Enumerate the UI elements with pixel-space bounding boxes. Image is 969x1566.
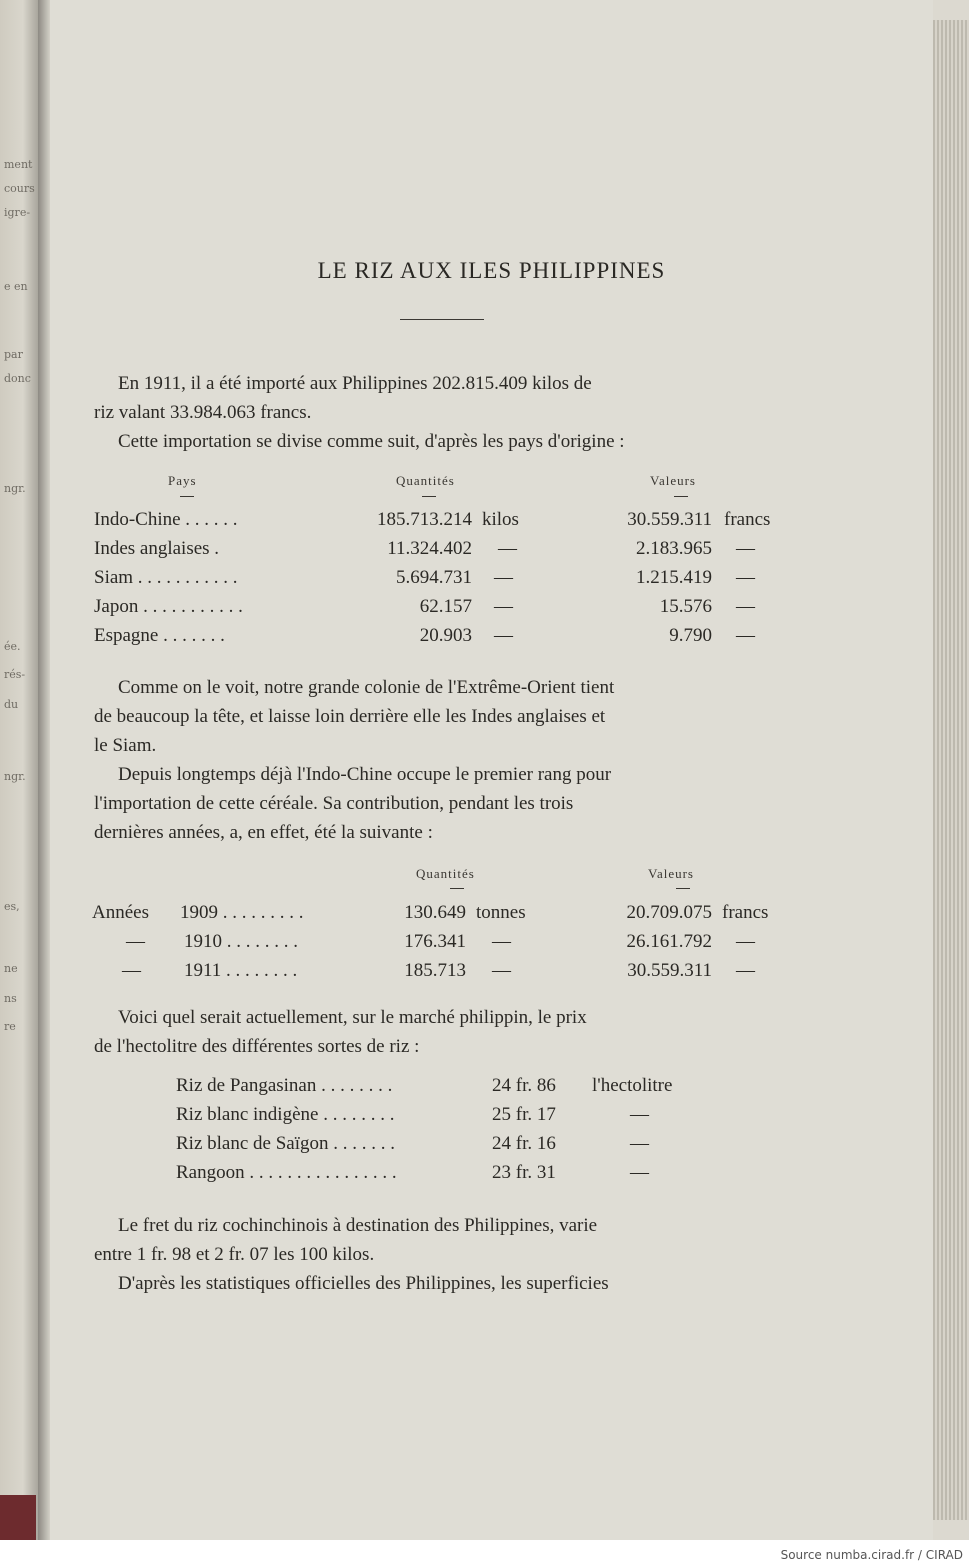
value-unit: — bbox=[736, 538, 755, 559]
country-cell: Indo-Chine . . . . . . bbox=[94, 509, 238, 530]
text-line: de l'hectolitre des différentes sortes de riz : bbox=[94, 1036, 420, 1057]
quantity-unit: — bbox=[498, 538, 517, 559]
intro-paragraph bbox=[94, 369, 786, 456]
quantity-unit: — bbox=[492, 931, 511, 952]
country-cell: Siam . . . . . . . . . . . bbox=[94, 567, 238, 588]
rice-price: 25 fr. 17 bbox=[492, 1104, 556, 1125]
text-line: Depuis longtemps déjà l'Indo-Chine occupe le premier rang pour bbox=[118, 764, 612, 785]
quantity-cell: 11.324.402 bbox=[387, 538, 472, 559]
page-title: LE RIZ AUX ILES PHILIPPINES bbox=[317, 258, 666, 283]
prev-page-fragment: ns bbox=[4, 992, 17, 1005]
book-page bbox=[50, 0, 933, 1540]
text-line: Comme on le voit, notre grande colonie de l'Extrême-Orient tient bbox=[118, 677, 615, 698]
title-rule bbox=[400, 319, 484, 320]
quantity-unit: — bbox=[492, 960, 511, 981]
text-line: En 1911, il a été importé aux Philippines 202.815.409 kilos de bbox=[118, 373, 592, 394]
text-line: riz valant 33.984.063 francs. bbox=[94, 402, 312, 423]
price-unit: l'hectolitre bbox=[592, 1075, 673, 1096]
year-cell: 1911 . . . . . . . . bbox=[184, 960, 298, 981]
price-unit: — bbox=[630, 1104, 649, 1125]
prev-page-fragment: ment bbox=[4, 158, 33, 171]
value-cell: 30.559.311 bbox=[627, 960, 712, 981]
rice-variety: Riz blanc indigène . . . . . . . . bbox=[176, 1104, 395, 1125]
column-header-pays: Pays bbox=[168, 473, 197, 488]
text-line: Le fret du riz cochinchinois à destination des Philippines, varie bbox=[118, 1215, 598, 1236]
quantity-cell: 5.694.731 bbox=[396, 567, 472, 588]
prev-page-fragment: donc bbox=[4, 372, 31, 385]
value-cell: 1.215.419 bbox=[636, 567, 712, 588]
text-line: Voici quel serait actuellement, sur le marché philippin, le prix bbox=[118, 1007, 587, 1028]
paragraph-freight bbox=[94, 1211, 786, 1298]
text-line: dernières années, a, en effet, été la suivante : bbox=[94, 822, 433, 843]
previous-page-edge bbox=[0, 0, 38, 1540]
row-label: Années bbox=[92, 902, 149, 923]
rice-variety: Riz blanc de Saïgon . . . . . . . bbox=[176, 1133, 395, 1154]
value-unit: — bbox=[736, 931, 755, 952]
quantity-cell: 185.713.214 bbox=[377, 509, 472, 530]
text-line: l'importation de cette céréale. Sa contribution, pendant les trois bbox=[94, 793, 574, 814]
year-cell: 1909 . . . . . . . . . bbox=[180, 902, 304, 923]
quantity-unit: tonnes bbox=[476, 902, 526, 923]
prev-page-fragment: ngr. bbox=[4, 770, 26, 783]
quantity-unit: — bbox=[494, 625, 513, 646]
prev-page-fragment: cours bbox=[4, 182, 35, 195]
text-line: de beaucoup la tête, et laisse loin derrière elle les Indes anglaises et bbox=[94, 706, 606, 727]
rice-variety: Rangoon . . . . . . . . . . . . . . . . bbox=[176, 1162, 397, 1183]
page-gutter bbox=[38, 0, 50, 1540]
text-line: D'après les statistiques officielles des Philippines, les superficies bbox=[118, 1273, 609, 1294]
row-label: — bbox=[122, 960, 141, 981]
country-cell: Indes anglaises . bbox=[94, 538, 220, 559]
header-dash bbox=[676, 888, 690, 889]
header-dash bbox=[450, 888, 464, 889]
prev-page-fragment: re bbox=[4, 1020, 16, 1033]
text-line: entre 1 fr. 98 et 2 fr. 07 les 100 kilos. bbox=[94, 1244, 375, 1265]
rice-price: 24 fr. 86 bbox=[492, 1075, 556, 1096]
value-cell: 30.559.311 bbox=[627, 509, 712, 530]
value-unit: — bbox=[736, 625, 755, 646]
quantity-cell: 176.341 bbox=[404, 931, 466, 952]
year-cell: 1910 . . . . . . . . bbox=[184, 931, 298, 952]
price-unit: — bbox=[630, 1162, 649, 1183]
value-cell: 26.161.792 bbox=[626, 931, 712, 952]
quantity-unit: — bbox=[494, 567, 513, 588]
value-unit: — bbox=[736, 596, 755, 617]
quantity-cell: 62.157 bbox=[419, 596, 472, 617]
header-dash bbox=[422, 496, 436, 497]
prev-page-fragment: igre- bbox=[4, 206, 31, 219]
quantity-unit: — bbox=[494, 596, 513, 617]
binding-spine bbox=[0, 1495, 36, 1540]
prev-page-fragment: du bbox=[4, 698, 19, 711]
value-unit: francs bbox=[722, 902, 769, 923]
price-unit: — bbox=[630, 1133, 649, 1154]
value-unit: — bbox=[736, 567, 755, 588]
prev-page-fragment: es, bbox=[4, 900, 20, 913]
value-cell: 15.576 bbox=[659, 596, 712, 617]
header-dash bbox=[180, 496, 194, 497]
quantity-cell: 20.903 bbox=[419, 625, 472, 646]
value-unit: francs bbox=[724, 509, 771, 530]
source-credit: Source numba.cirad.fr / CIRAD bbox=[780, 1548, 963, 1562]
value-unit: — bbox=[736, 960, 755, 981]
header-dash bbox=[674, 496, 688, 497]
prev-page-fragment: par bbox=[4, 348, 23, 361]
prev-page-fragment: e en bbox=[4, 280, 28, 293]
rice-price: 24 fr. 16 bbox=[492, 1133, 556, 1154]
value-cell: 9.790 bbox=[669, 625, 712, 646]
column-header-quantites: Quantités bbox=[416, 866, 475, 881]
prev-page-fragment: rés- bbox=[4, 668, 26, 681]
quantity-unit: kilos bbox=[482, 509, 519, 530]
country-cell: Espagne . . . . . . . bbox=[94, 625, 225, 646]
page-stack-edge bbox=[933, 20, 969, 1520]
prev-page-fragment: ngr. bbox=[4, 482, 26, 495]
prev-page-fragment: ée. bbox=[4, 640, 21, 653]
row-label: — bbox=[126, 931, 145, 952]
text-line: Cette importation se divise comme suit, d'après les pays d'origine : bbox=[118, 431, 625, 452]
text-line: le Siam. bbox=[94, 735, 157, 756]
value-cell: 2.183.965 bbox=[636, 538, 712, 559]
country-cell: Japon . . . . . . . . . . . bbox=[94, 596, 243, 617]
rice-variety: Riz de Pangasinan . . . . . . . . bbox=[176, 1075, 393, 1096]
quantity-cell: 185.713 bbox=[404, 960, 466, 981]
column-header-quantites: Quantités bbox=[396, 473, 455, 488]
column-header-valeurs: Valeurs bbox=[650, 473, 696, 488]
paragraph-comparison bbox=[94, 673, 786, 760]
paragraph-prices-intro bbox=[94, 1003, 786, 1061]
column-header-valeurs: Valeurs bbox=[648, 866, 694, 881]
quantity-cell: 130.649 bbox=[404, 902, 466, 923]
prev-page-fragment: ne bbox=[4, 962, 18, 975]
paragraph-history bbox=[94, 760, 786, 847]
rice-price: 23 fr. 31 bbox=[492, 1162, 556, 1183]
value-cell: 20.709.075 bbox=[626, 902, 712, 923]
